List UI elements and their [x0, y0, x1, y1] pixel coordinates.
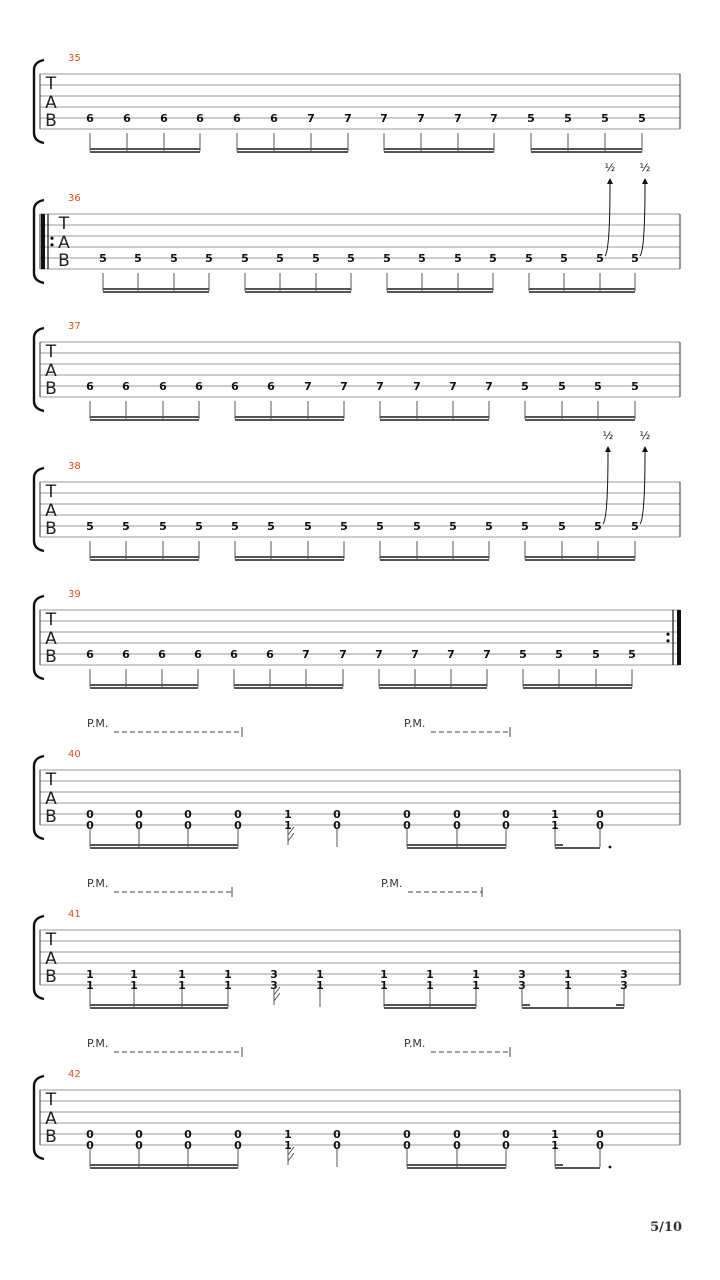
fret-number: 0 — [234, 1128, 242, 1141]
tab-clef-letter: A — [45, 629, 57, 649]
fret-number: 5 — [521, 380, 529, 393]
beam — [384, 1004, 476, 1006]
fret-number: 1 — [130, 968, 138, 981]
fret-number: 0 — [502, 1128, 510, 1141]
fret-number: 3 — [620, 968, 628, 981]
fret-number: 1 — [284, 1139, 292, 1152]
beam — [525, 559, 635, 561]
fret-number: 6 — [122, 648, 130, 661]
beam — [90, 1004, 228, 1006]
fret-number: 6 — [160, 112, 168, 125]
beam — [555, 847, 600, 849]
beam — [235, 556, 344, 558]
beam — [529, 288, 635, 290]
tab-clef-letter: B — [45, 807, 57, 827]
beam — [380, 419, 489, 421]
beam — [90, 847, 238, 849]
fret-number: 7 — [339, 648, 347, 661]
beam — [407, 1167, 506, 1169]
beam — [523, 684, 632, 686]
tab-clef-letter: B — [45, 967, 57, 987]
fret-number: 5 — [312, 252, 320, 265]
fret-number: 5 — [525, 252, 533, 265]
bend-amount: ½ — [639, 429, 651, 442]
fret-number: 0 — [184, 819, 192, 832]
repeat-dot — [666, 639, 669, 642]
fret-number: 1 — [551, 1139, 559, 1152]
tab-clef-letter: A — [45, 501, 57, 521]
fret-number: 7 — [485, 380, 493, 393]
measure-number: 35 — [68, 53, 81, 64]
fret-number: 0 — [596, 1139, 604, 1152]
fret-number: 5 — [383, 252, 391, 265]
tab-system-41 — [34, 877, 680, 1009]
beam — [529, 291, 635, 293]
beam — [245, 291, 351, 293]
fret-number: 0 — [596, 819, 604, 832]
fret-number: 1 — [564, 979, 572, 992]
tab-clef-letter: A — [45, 93, 57, 113]
fret-number: 0 — [333, 808, 341, 821]
beam — [525, 419, 635, 421]
palm-mute-label: P.M. — [87, 877, 109, 890]
fret-number: 5 — [86, 520, 94, 533]
fret-number: 6 — [233, 112, 241, 125]
fret-number: 7 — [411, 648, 419, 661]
beam — [90, 684, 198, 686]
beam — [235, 416, 344, 418]
tab-clef-letter: B — [45, 1127, 57, 1147]
bend-amount: ½ — [604, 161, 616, 174]
fret-number: 0 — [184, 1139, 192, 1152]
beam — [90, 844, 238, 846]
fret-number: 0 — [333, 1139, 341, 1152]
beam — [525, 556, 635, 558]
fret-number: 6 — [230, 648, 238, 661]
tab-clef-letter: T — [45, 610, 57, 630]
beam — [90, 148, 200, 150]
tab-system-40 — [34, 717, 680, 849]
fret-number: 1 — [86, 979, 94, 992]
beam — [387, 288, 493, 290]
fret-number: 1 — [472, 968, 480, 981]
half-beam-16th — [522, 1004, 530, 1006]
measure-number: 42 — [68, 1069, 81, 1080]
system-bracket — [34, 916, 44, 999]
half-beam-16th — [555, 844, 563, 846]
beam — [407, 844, 506, 846]
measure-number: 36 — [68, 193, 81, 204]
fret-number: 5 — [340, 520, 348, 533]
beam — [235, 559, 344, 561]
beam — [103, 288, 209, 290]
fret-number: 7 — [454, 112, 462, 125]
fret-number: 5 — [560, 252, 568, 265]
beam — [90, 419, 199, 421]
fret-number: 0 — [234, 819, 242, 832]
repeat-dot — [666, 633, 669, 636]
fret-number: 1 — [284, 1128, 292, 1141]
tab-clef-letter: B — [45, 111, 57, 131]
fret-number: 6 — [270, 112, 278, 125]
fret-number: 7 — [483, 648, 491, 661]
fret-number: 7 — [375, 648, 383, 661]
fret-number: 0 — [333, 819, 341, 832]
beam — [531, 151, 642, 153]
tab-clef-letter: T — [45, 342, 57, 362]
tab-system-39 — [34, 589, 681, 689]
fret-number: 7 — [490, 112, 498, 125]
fret-number: 5 — [564, 112, 572, 125]
fret-number: 7 — [417, 112, 425, 125]
fret-number: 6 — [196, 112, 204, 125]
bend-arrowhead — [605, 446, 611, 452]
bend-curve — [640, 452, 645, 524]
beam — [103, 291, 209, 293]
fret-number: 0 — [234, 808, 242, 821]
tab-clef-letter: T — [45, 482, 57, 502]
fret-number: 3 — [270, 979, 278, 992]
fret-number: 5 — [519, 648, 527, 661]
fret-number: 3 — [620, 979, 628, 992]
beam — [90, 1167, 238, 1169]
tab-clef-letter: T — [58, 214, 70, 234]
fret-number: 7 — [376, 380, 384, 393]
fret-number: 7 — [413, 380, 421, 393]
tab-system-42 — [34, 1037, 680, 1169]
fret-number: 7 — [302, 648, 310, 661]
bend-arrowhead — [642, 446, 648, 452]
fret-number: 1 — [284, 808, 292, 821]
half-beam-16th — [555, 1164, 563, 1166]
fret-number: 6 — [123, 112, 131, 125]
measure-number: 37 — [68, 321, 81, 332]
fret-number: 5 — [485, 520, 493, 533]
fret-number: 5 — [631, 380, 639, 393]
fret-number: 1 — [564, 968, 572, 981]
palm-mute-label: P.M. — [404, 717, 426, 730]
tab-clef-letter: B — [45, 379, 57, 399]
fret-number: 3 — [518, 968, 526, 981]
beam — [384, 148, 494, 150]
fret-number: 0 — [596, 808, 604, 821]
fret-number: 5 — [489, 252, 497, 265]
fret-number: 6 — [86, 112, 94, 125]
fret-number: 7 — [380, 112, 388, 125]
beam — [380, 559, 489, 561]
fret-number: 6 — [122, 380, 130, 393]
beam — [380, 556, 489, 558]
tab-system-37 — [34, 321, 680, 421]
beam — [90, 687, 198, 689]
palm-mute-label: P.M. — [381, 877, 403, 890]
fret-number: 1 — [130, 979, 138, 992]
beam — [380, 416, 489, 418]
fret-number: 6 — [86, 648, 94, 661]
fret-number: 1 — [472, 979, 480, 992]
fret-number: 5 — [454, 252, 462, 265]
fret-number: 5 — [449, 520, 457, 533]
bend-amount: ½ — [602, 429, 614, 442]
fret-number: 6 — [194, 648, 202, 661]
fret-number: 5 — [594, 380, 602, 393]
fret-number: 5 — [558, 520, 566, 533]
fret-number: 0 — [502, 819, 510, 832]
beam — [384, 151, 494, 153]
repeat-end-thick-bar — [677, 610, 681, 665]
fret-number: 6 — [266, 648, 274, 661]
fret-number: 7 — [307, 112, 315, 125]
system-bracket — [34, 468, 44, 551]
fret-number: 5 — [631, 252, 639, 265]
tab-system-38 — [34, 429, 680, 561]
beam — [237, 148, 348, 150]
tab-clef-letter: A — [58, 233, 70, 253]
fret-number: 5 — [558, 380, 566, 393]
fret-number: 5 — [628, 648, 636, 661]
fret-number: 1 — [284, 819, 292, 832]
fret-number: 5 — [631, 520, 639, 533]
fret-number: 6 — [195, 380, 203, 393]
fret-number: 1 — [551, 1128, 559, 1141]
fret-number: 7 — [340, 380, 348, 393]
fret-number: 0 — [86, 1128, 94, 1141]
bend-curve — [603, 452, 608, 524]
palm-mute-label: P.M. — [404, 1037, 426, 1050]
fret-number: 0 — [453, 1128, 461, 1141]
fret-number: 7 — [304, 380, 312, 393]
fret-number: 1 — [426, 979, 434, 992]
bend-amount: ½ — [639, 161, 651, 174]
fret-number: 5 — [521, 520, 529, 533]
tab-clef-letter: T — [45, 74, 57, 94]
fret-number: 0 — [86, 1139, 94, 1152]
fret-number: 5 — [99, 252, 107, 265]
fret-number: 0 — [135, 819, 143, 832]
fret-number: 0 — [403, 819, 411, 832]
fret-number: 1 — [551, 808, 559, 821]
tab-clef-letter: T — [45, 770, 57, 790]
fret-number: 5 — [592, 648, 600, 661]
repeat-dot — [50, 243, 53, 246]
fret-number: 0 — [453, 808, 461, 821]
beam — [379, 684, 487, 686]
beam — [234, 684, 343, 686]
fret-number: 0 — [86, 819, 94, 832]
beam — [90, 559, 199, 561]
fret-number: 1 — [380, 968, 388, 981]
beam — [90, 1164, 238, 1166]
fret-number: 5 — [413, 520, 421, 533]
palm-mute-label: P.M. — [87, 717, 109, 730]
tab-system-36 — [34, 161, 680, 293]
system-bracket — [34, 60, 44, 143]
beam — [384, 1007, 476, 1009]
fret-number: 5 — [205, 252, 213, 265]
half-beam-16th — [616, 1004, 624, 1006]
beam — [235, 419, 344, 421]
fret-number: 5 — [241, 252, 249, 265]
bend-arrowhead — [607, 178, 613, 184]
fret-number: 1 — [86, 968, 94, 981]
fret-number: 0 — [86, 808, 94, 821]
measure-number: 41 — [68, 909, 81, 920]
fret-number: 0 — [596, 1128, 604, 1141]
tab-clef-letter: B — [58, 251, 70, 271]
beam — [90, 1007, 228, 1009]
tab-system-35 — [34, 53, 680, 153]
fret-number: 3 — [518, 979, 526, 992]
fret-number: 5 — [638, 112, 646, 125]
fret-number: 7 — [344, 112, 352, 125]
fret-number: 5 — [231, 520, 239, 533]
beam — [407, 1164, 506, 1166]
tab-clef-letter: B — [45, 647, 57, 667]
fret-number: 1 — [224, 979, 232, 992]
system-bracket — [34, 596, 44, 679]
fret-number: 5 — [195, 520, 203, 533]
beam — [90, 151, 200, 153]
fret-number: 6 — [86, 380, 94, 393]
fret-number: 1 — [426, 968, 434, 981]
fret-number: 0 — [502, 1139, 510, 1152]
fret-number: 0 — [184, 1128, 192, 1141]
beam — [90, 416, 199, 418]
measure-number: 40 — [68, 749, 81, 760]
fret-number: 5 — [159, 520, 167, 533]
fret-number: 0 — [403, 1128, 411, 1141]
fret-number: 5 — [134, 252, 142, 265]
beam — [379, 687, 487, 689]
rhythm-dot — [609, 846, 612, 849]
fret-number: 5 — [304, 520, 312, 533]
fret-number: 6 — [158, 648, 166, 661]
bend-arrowhead — [642, 178, 648, 184]
repeat-dot — [50, 237, 53, 240]
fret-number: 0 — [333, 1128, 341, 1141]
fret-number: 0 — [135, 1139, 143, 1152]
beam — [387, 291, 493, 293]
tab-clef-letter: T — [45, 1090, 57, 1110]
fret-number: 5 — [276, 252, 284, 265]
page-number: 5/10 — [650, 1220, 682, 1235]
fret-number: 1 — [178, 979, 186, 992]
fret-number: 5 — [418, 252, 426, 265]
fret-number: 5 — [594, 520, 602, 533]
fret-number: 5 — [601, 112, 609, 125]
fret-number: 1 — [380, 979, 388, 992]
tab-clef-letter: A — [45, 789, 57, 809]
system-bracket — [34, 756, 44, 839]
fret-number: 6 — [267, 380, 275, 393]
tab-clef-letter: B — [45, 519, 57, 539]
measure-number: 39 — [68, 589, 81, 600]
fret-number: 5 — [596, 252, 604, 265]
fret-number: 7 — [447, 648, 455, 661]
beam — [90, 556, 199, 558]
fret-number: 0 — [184, 808, 192, 821]
palm-mute-label: P.M. — [87, 1037, 109, 1050]
fret-number: 1 — [178, 968, 186, 981]
fret-number: 0 — [135, 1128, 143, 1141]
fret-number: 0 — [403, 808, 411, 821]
beam — [245, 288, 351, 290]
beam — [522, 1007, 624, 1009]
beam — [234, 687, 343, 689]
fret-number: 6 — [231, 380, 239, 393]
tab-clef-letter: A — [45, 949, 57, 969]
fret-number: 0 — [403, 1139, 411, 1152]
fret-number: 1 — [316, 979, 324, 992]
fret-number: 0 — [453, 819, 461, 832]
bend-curve — [605, 184, 610, 256]
fret-number: 6 — [159, 380, 167, 393]
fret-number: 5 — [267, 520, 275, 533]
beam — [531, 148, 642, 150]
fret-number: 1 — [316, 968, 324, 981]
tab-clef-letter: A — [45, 361, 57, 381]
fret-number: 5 — [376, 520, 384, 533]
fret-number: 5 — [555, 648, 563, 661]
measure-number: 38 — [68, 461, 81, 472]
fret-number: 5 — [527, 112, 535, 125]
system-bracket — [34, 1076, 44, 1159]
repeat-start-thick-bar — [41, 214, 45, 269]
system-bracket — [34, 328, 44, 411]
fret-number: 1 — [551, 819, 559, 832]
beam — [523, 687, 632, 689]
fret-number: 0 — [453, 1139, 461, 1152]
fret-number: 0 — [135, 808, 143, 821]
tab-clef-letter: A — [45, 1109, 57, 1129]
beam — [555, 1167, 600, 1169]
tab-clef-letter: T — [45, 930, 57, 950]
fret-number: 0 — [234, 1139, 242, 1152]
rhythm-dot — [609, 1166, 612, 1169]
beam — [407, 847, 506, 849]
fret-number: 5 — [347, 252, 355, 265]
fret-number: 0 — [502, 808, 510, 821]
bend-curve — [640, 184, 645, 256]
beam — [525, 416, 635, 418]
fret-number: 5 — [122, 520, 130, 533]
fret-number: 5 — [170, 252, 178, 265]
beam — [237, 151, 348, 153]
fret-number: 7 — [449, 380, 457, 393]
fret-number: 3 — [270, 968, 278, 981]
fret-number: 1 — [224, 968, 232, 981]
